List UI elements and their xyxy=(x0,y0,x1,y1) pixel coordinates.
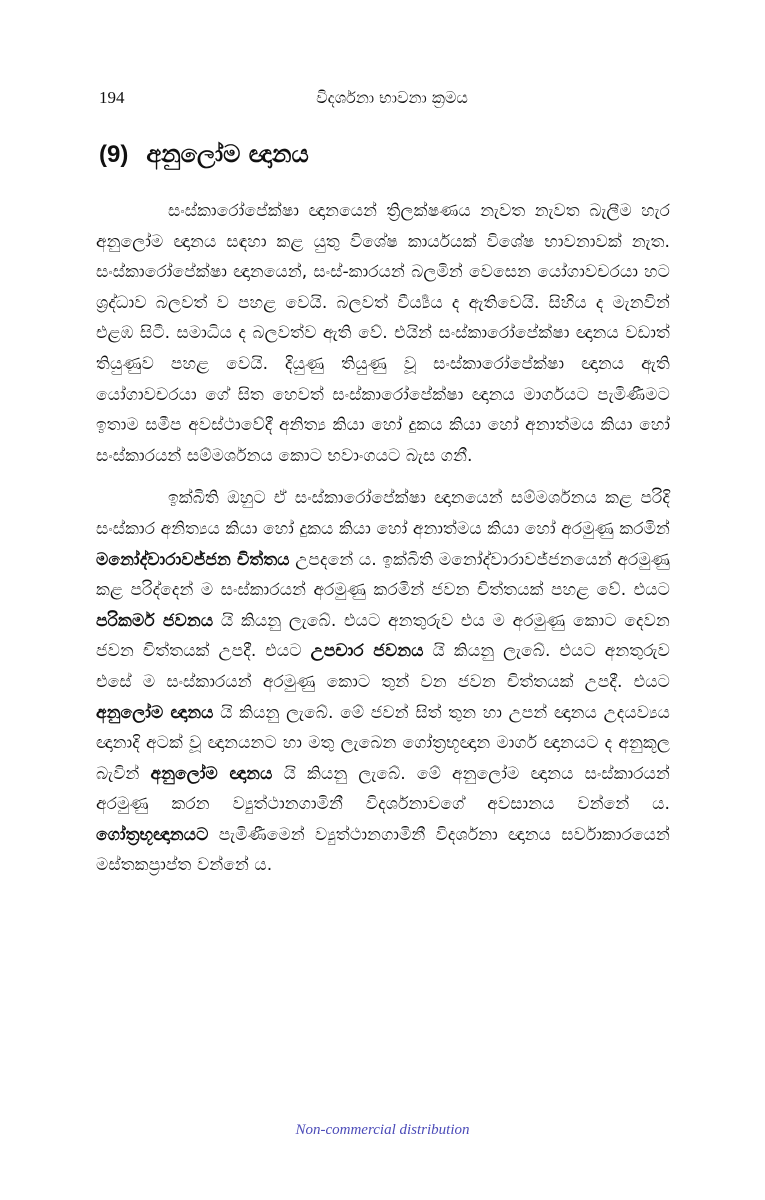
text-run: ඉක්බිති ඔහුට ඒ සංස්කාරෝපේක්ෂා ඥානයෙන් සම්මර්ශනය කළ පරිදි සංස්කාර අනිත්‍යය කියා හෝ දුකය කියා හෝ අනාත්මය කියා හෝ අරමුණු කරමින් xyxy=(96,488,670,539)
bold-term: මනෝද්වාරාවජ්ජන චිත්තය xyxy=(96,549,290,570)
text-run: සංස්කාරෝපේක්ෂා ඥානයෙන් ත්‍රිලක්ෂණය නැවත නැවත බැලීම හැර අනුලෝම ඥානය සඳහා කළ යුතු විශේෂ කාර්යයක් විශේෂ භාවනාවක් නැත. සංස්කාරෝපේක්ෂා ඥානයෙන්, සංස්-කාරයන් බලමින් වෙසෙන යෝගාවචරයා හට ශ්‍රද්ධාව බලවත් ව පහළ වෙයි. බලවත් වීර්‍ය්‍යය ද ඇතිවෙයි. සිහිය ද මැනවින් එළඹ සිටී. සමාධිය ද බලවත්ව ඇති වේ. එයින් සංස්කාරෝපේක්ෂා ඥානය වඩාත් තියුණුව පහළ වෙයි. දියුණු තියුණු වූ සංස්කාරෝපේක්ෂා ඥානය ඇති යෝගාවචරයා ගේ සිත හෙවත් සංස්කාරෝපේක්ෂා ඥානය මාර්ගයට පැමිණීමට ඉතාම සමීප අවස්ථාවේදී අනිත්‍ය කියා හෝ දුකය කියා හෝ අනාත්මය කියා හෝ සංස්කාරයන් සම්මර්ශනය කොට භවාංගයට බැස ගනී. xyxy=(96,201,670,466)
page-header xyxy=(99,88,685,112)
bold-term: පරිකර්ම ජවනය xyxy=(96,610,214,631)
body-text xyxy=(96,196,670,881)
text-run: යි කියනු ලැබේ. එයට අනතුරුව එසේ ම සංස්කාරයන් අරමුණු කොට තුන් වන ජවන චිත්තයක් උපදී. එයට xyxy=(96,641,671,692)
section-heading xyxy=(99,140,309,169)
text-run: යි කියනු ලැබේ. එයට අනතුරුව එය ම අරමුණු කොට දෙවන ජවන චිත්තයක් උපදී. එයට xyxy=(96,610,670,662)
paragraph xyxy=(96,483,670,881)
text-run: යි කියනු ලැබේ. මේ ජවන් සිත් තුන හා උපන් ඥානය උදයව්‍යය ඥානාදි අටක් වූ ඥානයනට හා මතු ලැබෙන ගෝත්‍රභූඥාන මාර්ග ඥානයට ද අනුකූල බැවින් xyxy=(96,702,670,784)
section-number: (9) xyxy=(99,141,129,168)
text-run: උපදනේ ය. ඉක්බිති මනෝද්වාරාවජ්ජනයෙන් අරමුණු කළ පරිද්දෙන් ම සංස්කාරයන් අරමුණු කරමින් ජවන චිත්තයක් පහළ වේ. එයට xyxy=(96,549,670,601)
bold-term: ගෝත්‍රභූඥානයට xyxy=(96,824,209,845)
page-number: 194 xyxy=(99,88,125,107)
text-run: පැමිණීමෙන් ව්‍යුත්ථානගාමිනී විදර්ශනා ඥානය සර්වාකාරයෙන් මස්තකප්‍රාප්ත වන්නේ ය. xyxy=(96,824,670,876)
paragraph xyxy=(96,196,670,471)
bold-term: අනුලෝම ඥානය xyxy=(96,702,214,723)
bold-term: උපචාර ජවනය xyxy=(310,641,424,662)
running-title: විදර්ශනා භාවනා ක්‍රමය xyxy=(316,88,468,107)
bold-term: අනුලෝම ඥානය xyxy=(150,763,273,784)
distribution-footer: Non-commercial distribution xyxy=(295,1122,470,1138)
text-run: යි කියනු ලැබේ. මේ අනුලෝම ඥානය සංස්කාරයන් අරමුණු කරන ව්‍යුත්ථානගාමිනී විදර්ශනාවගේ අවසානය වන්නේ ය. xyxy=(96,763,670,815)
section-title: අනුලෝම ඥානය xyxy=(146,140,309,168)
